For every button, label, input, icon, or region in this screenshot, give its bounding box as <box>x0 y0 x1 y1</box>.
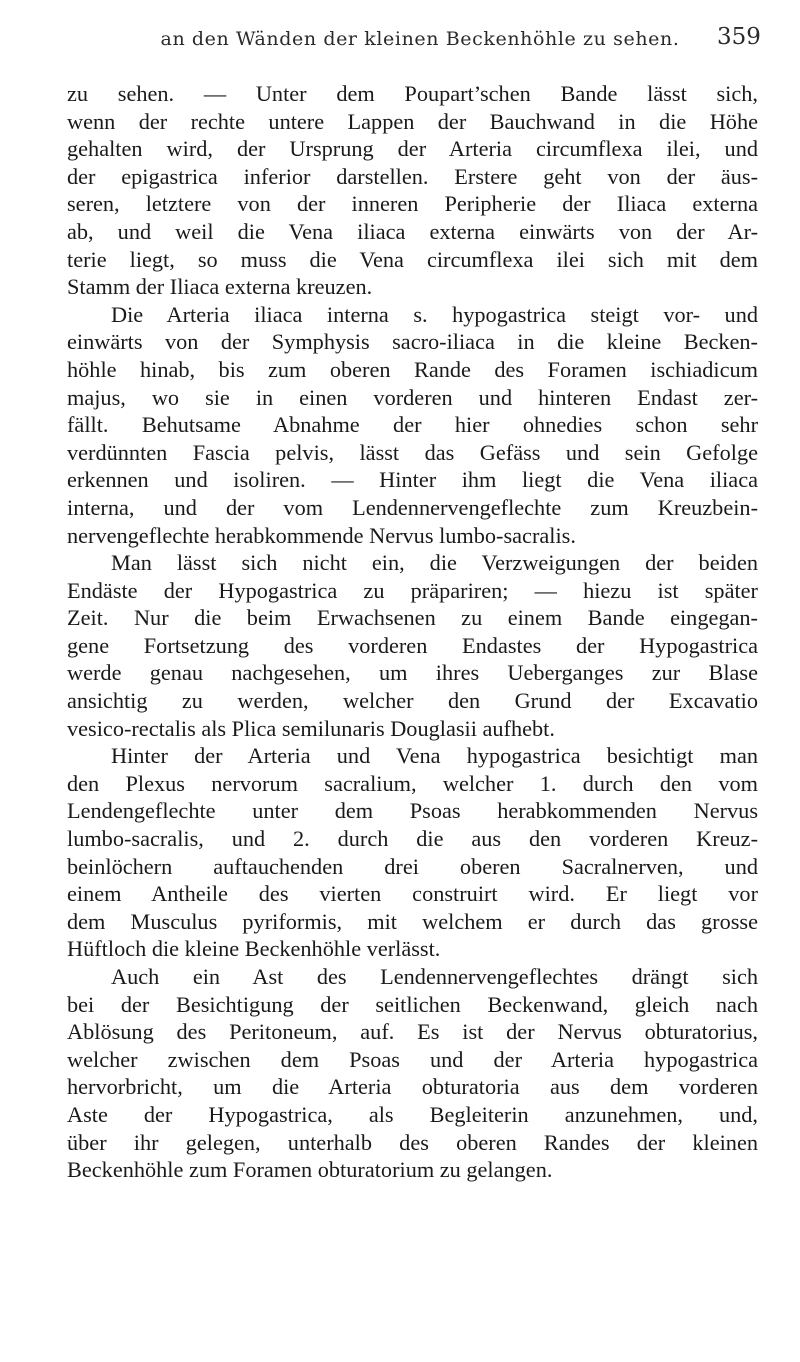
text-line: gehalten wird, der Ursprung der Arteria circumflexa ilei, und <box>67 136 758 162</box>
text-line: ansichtig zu werden, welcher den Grund der Excavatio <box>67 688 758 714</box>
text-line: den Plexus nervorum sacralium, welcher 1. durch den vom <box>67 770 758 796</box>
paragraph-container <box>67 80 758 1184</box>
text-line: seren, letztere von der inneren Peripherie der Iliaca externa <box>67 191 758 217</box>
text-line: dem Musculus pyriformis, mit welchem er durch das grosse <box>67 908 758 934</box>
page-number: 359 <box>717 24 761 50</box>
text-line: Hüftloch die kleine Beckenhöhle verlässt. <box>67 936 441 962</box>
text-line: wenn der rechte untere Lappen der Bauchwand in die Höhe <box>67 108 758 134</box>
paragraph <box>67 80 758 301</box>
text-line: lumbo-sacralis, und 2. durch die aus den vorderen Kreuz- <box>67 826 758 852</box>
paragraph <box>67 549 758 742</box>
text-line: Zeit. Nur die beim Erwachsenen zu einem Bande eingegan- <box>67 605 758 631</box>
text-line: hervorbricht, um die Arteria obturatoria aus dem vorderen <box>67 1074 758 1100</box>
text-line: einwärts von der Symphysis sacro-iliaca in die kleine Becken- <box>67 329 758 355</box>
text-line: Hinter der Arteria und Vena hypogastrica besichtigt man <box>111 743 758 769</box>
text-line: terie liegt, so muss die Vena circumflexa ilei sich mit dem <box>67 246 758 272</box>
text-line: interna, und der vom Lendennervengeflechte zum Kreuzbein- <box>67 494 758 520</box>
running-head: an den Wänden der kleinen Beckenhöhle zu sehen. <box>160 28 680 50</box>
text-line: welcher zwischen dem Psoas und der Arteria hypogastrica <box>67 1046 758 1072</box>
paragraph <box>67 301 758 549</box>
text-line: fällt. Behutsame Abnahme der hier ohnedies schon sehr <box>67 412 758 438</box>
text-line: Ablösung des Peritoneum, auf. Es ist der Nervus obturatorius, <box>67 1019 758 1045</box>
paragraph <box>67 742 758 963</box>
paragraph <box>67 963 758 1184</box>
text-line: Man lässt sich nicht ein, die Verzweigungen der beiden <box>111 550 758 576</box>
text-line: beinlöchern auftauchenden drei oberen Sacralnerven, und <box>67 853 758 879</box>
text-line: der epigastrica inferior darstellen. Erstere geht von der äus- <box>67 163 758 189</box>
text-line: ab, und weil die Vena iliaca externa einwärts von der Ar- <box>67 218 758 244</box>
text-line: zu sehen. — Unter dem Poupart’schen Bande lässt sich, <box>67 81 758 106</box>
text-line: Beckenhöhle zum Foramen obturatorium zu gelangen. <box>67 1157 553 1183</box>
text-line: bei der Besichtigung der seitlichen Beckenwand, gleich nach <box>67 991 758 1017</box>
text-line: Lendengeflechte unter dem Psoas herabkommenden Nervus <box>67 798 758 824</box>
text-line: Aste der Hypogastrica, als Begleiterin anzunehmen, und, <box>67 1101 758 1127</box>
text-line: einem Antheile des vierten construirt wird. Er liegt vor <box>67 881 758 907</box>
text-line: gene Fortsetzung des vorderen Endastes der Hypogastrica <box>67 632 758 658</box>
text-line: erkennen und isoliren. — Hinter ihm liegt die Vena iliaca <box>67 467 758 493</box>
text-line: über ihr gelegen, unterhalb des oberen Randes der kleinen <box>67 1129 758 1155</box>
body-text <box>67 80 758 1184</box>
text-line: werde genau nachgesehen, um ihres Ueberganges zur Blase <box>67 660 758 686</box>
text-line: Auch ein Ast des Lendennervengeflechtes drängt sich <box>111 964 758 989</box>
text-line: Die Arteria iliaca interna s. hypogastrica steigt vor- und <box>111 301 758 327</box>
text-line: nervengeflechte herabkommende Nervus lumbo-sacralis. <box>67 522 576 548</box>
text-line: vesico-rectalis als Plica semilunaris Douglasii aufhebt. <box>67 715 555 741</box>
text-line: majus, wo sie in einen vorderen und hinteren Endast zer- <box>67 384 758 410</box>
text-line: Endäste der Hypogastrica zu präpariren; — hiezu ist später <box>67 577 758 603</box>
text-line: verdünnten Fascia pelvis, lässt das Gefäss und sein Gefolge <box>67 439 758 465</box>
text-line: Stamm der Iliaca externa kreuzen. <box>67 274 373 300</box>
text-line: höhle hinab, bis zum oberen Rande des Foramen ischiadicum <box>67 356 758 382</box>
